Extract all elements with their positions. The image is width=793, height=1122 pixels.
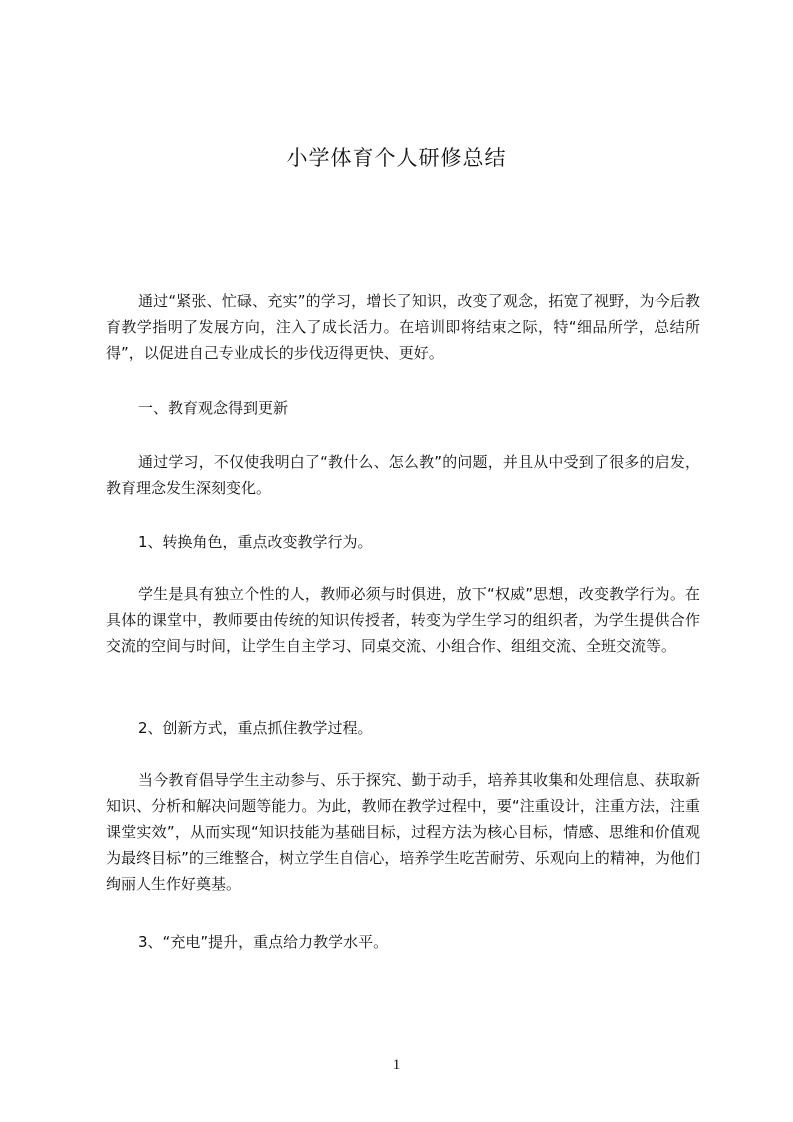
page-number: 1: [392, 1057, 401, 1073]
intro-paragraph: 通过“紧张、忙碌、充实”的学习，增长了知识，改变了观念，拓宽了视野，为今后教育教学指明了发展方向，注入了成长活力。在培训即将结束之际，特“细品所学，总结所得”，以促进自己专业成长的步伐迈得更快、更好。: [106, 292, 700, 362]
subsection-2-paragraph: 当今教育倡导学生主动参与、乐于探究、勤于动手，培养其收集和处理信息、获取新知识、分析和解决问题等能力。为此，教师在教学过程中，要“注重设计，注重方法，注重课堂实效”，从而实现“知识技能为基础目标，过程方法为核心目标，情感、思维和价值观为最终目标”的三维整合，树立学生自信心，培养学生吃苦耐劳、乐观向上的精神，为他们绚丽人生作好奠基。: [106, 771, 700, 893]
subheading-2: 2、创新方式，重点抓住教学过程。: [138, 719, 373, 737]
subsection-1-paragraph: 学生是具有独立个性的人，教师必须与时俱进，放下“权威”思想，改变教学行为。在具体的课堂中，教师要由传统的知识传授者，转变为学生学习的组织者，为学生提供合作交流的空间与时间，让学生自主学习、同桌交流、小组合作、组组交流、全班交流等。: [106, 585, 700, 655]
subheading-1: 1、转换角色，重点改变教学行为。: [138, 533, 373, 551]
section-heading-1: 一、教育观念得到更新: [138, 399, 289, 417]
document-title: 小学体育个人研修总结: [286, 146, 507, 170]
subheading-3: 3、“充电”提升，重点给力教学水平。: [138, 933, 389, 951]
section-1-paragraph: 通过学习，不仅使我明白了“教什么、怎么教”的问题，并且从中受到了很多的启发，教育理念发生深刻变化。: [106, 453, 700, 497]
